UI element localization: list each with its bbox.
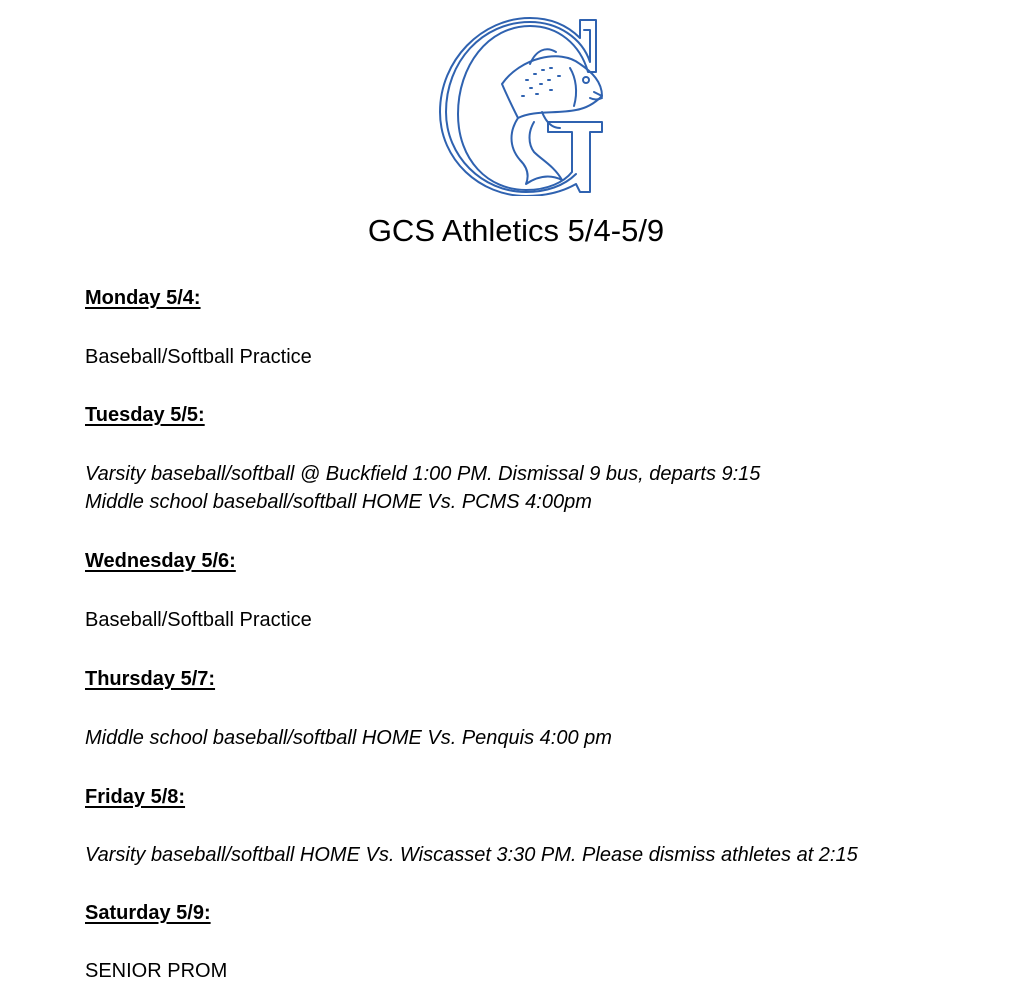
- day-heading-friday: Friday 5/8:: [85, 786, 186, 808]
- document-title: GCS Athletics 5/4-5/9: [367, 213, 665, 248]
- day-heading-wednesday: Wednesday 5/6:: [85, 550, 236, 572]
- day-heading-tuesday: Tuesday 5/5:: [85, 404, 205, 426]
- event-thursday-1: Middle school baseball/softball HOME Vs. Penquis 4:00 pm: [85, 727, 612, 749]
- g-letter-with-fish-logo: [430, 14, 610, 196]
- event-monday-1: Baseball/Softball Practice: [85, 346, 312, 368]
- event-wednesday-1: Baseball/Softball Practice: [85, 609, 312, 631]
- event-friday-1: Varsity baseball/softball HOME Vs. Wiscasset 3:30 PM. Please dismiss athletes at 2:15: [85, 844, 858, 866]
- day-heading-monday: Monday 5/4:: [85, 287, 201, 309]
- school-logo: [430, 14, 610, 196]
- day-heading-saturday: Saturday 5/9:: [85, 902, 211, 924]
- day-heading-thursday: Thursday 5/7:: [85, 668, 216, 690]
- event-saturday-1: SENIOR PROM: [85, 960, 228, 982]
- event-tuesday-2: Middle school baseball/softball HOME Vs. PCMS 4:00pm: [85, 491, 592, 513]
- event-tuesday-1: Varsity baseball/softball @ Buckfield 1:00 PM. Dismissal 9 bus, departs 9:15: [85, 463, 761, 485]
